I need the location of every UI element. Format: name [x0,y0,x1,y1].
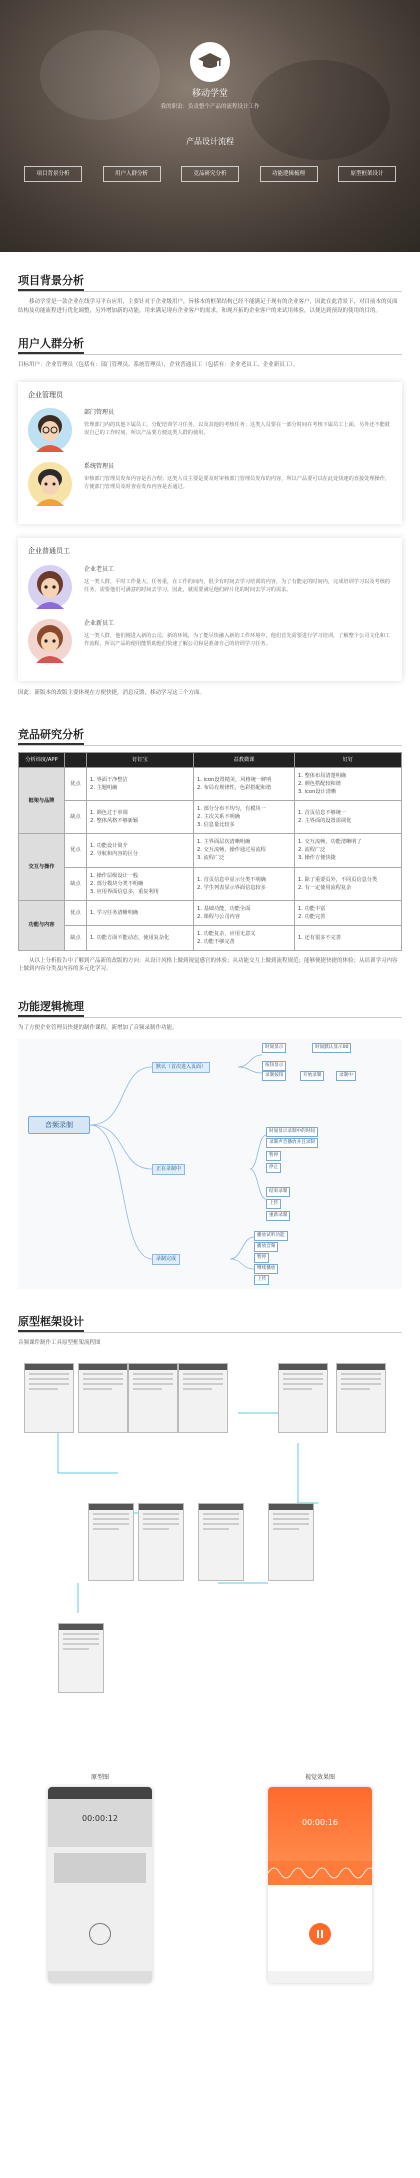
section-title: 用户人群分析 [18,335,402,355]
table-cell [295,801,402,834]
table-cell [193,867,294,900]
cell-line: 2. 颜色搭配较和谐 [298,781,341,788]
table-cell [193,801,294,834]
users-intro: 目标用户：企业管理员（包括有：部门管理员、系统管理员），企业普通员工（包括有：企业老员工、企业新员工）。 [18,362,299,369]
table-subcategory: 优点 [65,900,87,925]
cell-line: 1. 学习任务清晰明确 [90,909,139,916]
cell-line: 1. 整体布局清楚明确 [298,772,347,779]
wireframe-section [0,1313,420,2004]
person-name: 系统管理员 [84,463,115,471]
table-cell [193,834,294,867]
person-item [28,462,392,506]
competitors-section [0,726,420,974]
hero-title: 移动学堂 [191,89,228,99]
avatar [28,462,72,506]
cell-line: 1. 功能丰富 [298,905,326,912]
users-conclusion: 因此：新版本的改版主要体现在方便快捷，消息反馈，移动学习这三个方面。 [18,690,206,697]
cell-line: 3. 应用界面信息多，重复利用 [90,888,159,895]
wireframe-screen [278,1363,328,1433]
table-category: 交互与操作 [19,834,65,900]
cell-line: 2. 主界面的设置需调优 [298,818,352,825]
table-row [19,925,402,950]
visual-timer: 00:00:16 [268,1787,372,1861]
table-header [65,752,87,767]
cell-line: 2. 有一定使用流程复杂 [298,884,352,891]
hero-banner [0,0,420,252]
table-cell [295,900,402,925]
table-category: 功能与内容 [19,900,65,950]
cell-line: 2. 学生列表显示界面信息较多 [196,884,266,891]
nav-wireframe[interactable]: 原型框架设计 [338,166,396,182]
mind-leaf: 播放试听功能 [254,1231,288,1241]
table-cell [193,900,294,925]
wireframe-flow [18,1353,402,1753]
table-row [19,900,402,925]
table-row [19,834,402,867]
person-item [28,565,392,609]
cell-line: 1. 首页信息中显示分类不明确 [196,876,266,883]
mind-leaf: 播放音频 [254,1242,278,1252]
cell-line: 1. 交互流畅，功能清晰明了 [298,839,362,846]
mind-leaf: 录制声音播放并且录制 [266,1138,318,1148]
mind-leaf: 继续播放 [254,1264,278,1274]
table-cell [295,834,402,867]
wireframe-screen [336,1363,386,1433]
wireframe-screen [128,1363,178,1433]
proto-label: 原型图 [90,1774,109,1782]
card-title: 企业普通员工 [28,547,70,556]
section-title: 项目背景分析 [18,272,402,292]
wireframe-screen [178,1363,228,1433]
visual-phone [268,1787,372,1983]
mind-leaf: 开始录制 [300,1071,324,1081]
cell-line: 2. 功能不够完善 [196,938,235,945]
cell-line: 1. 首页信息不够统一 [298,810,347,817]
prototype-phone [48,1787,152,1983]
person-desc: 管理部门内的其他下属员工，分配培训学习任务，以及其他的考核任务；这类人员要在一部分时间在考核下属员工上面，另外还不能耽误自己的工作时间，所以产品要方便这类人群的使用。 [84,421,391,436]
cell-line: 1. 除了重要页外，不同页信息分类 [298,876,378,883]
mind-leaf: 录制中 [336,1071,356,1081]
table-cell [87,900,194,925]
table-subcategory: 优点 [65,767,87,800]
mind-branch: 录制完成 [152,1254,180,1265]
mind-leaf: 上传 [266,1199,281,1209]
cell-line: 2. 布局有规律性，色彩搭配和谐 [196,785,272,792]
cell-line: 3. 流程广泛 [196,855,225,862]
table-header: 钉钉 [295,752,402,767]
cell-line: 1. 还有很多不完善 [298,934,341,941]
table-subcategory: 缺点 [65,925,87,950]
cell-line: 1. 功能方面不能动态，使用复杂化 [90,934,170,941]
mind-branch: 默认（首次进入页面） [152,1062,210,1073]
cell-line: 1. 功能设计简介 [90,843,128,850]
cell-line: 3. 信息量比较多 [196,822,235,829]
cell-line: 2. 整体风格不够新颖 [90,818,139,825]
phone-previews [18,1773,402,2003]
table-cell [87,925,194,950]
employee-card [18,538,402,681]
nav-competitors[interactable]: 竞品研究分析 [181,166,239,182]
wireframe-screen [268,1503,314,1581]
mind-branch: 正在录制中 [152,1164,185,1175]
wireframe-screen [24,1363,74,1433]
cell-line: 2. 课程与公司内容 [196,913,240,920]
table-row [19,867,402,900]
section-title: 功能逻辑梳理 [18,998,402,1018]
section-title: 原型框架设计 [18,1313,402,1333]
wireframe-screen [198,1503,244,1581]
person-item [28,408,392,452]
wireframe-screen [78,1363,128,1433]
mind-leaf: 结束录制 [266,1187,290,1197]
cell-line: 1. 界面干净整洁 [90,776,128,783]
nav-users[interactable]: 用户人群分析 [103,166,161,182]
table-cell [87,834,194,867]
cell-line: 1. 功能复杂，应用无意义 [196,930,256,937]
table-category: 框架与品牌 [19,767,65,833]
cell-line: 2. 主次关系不明确 [196,814,240,821]
section-title: 竞品研究分析 [18,726,402,746]
mind-leaf: 暂停 [266,1151,281,1161]
cell-line: 1. 基础功能，功能全面 [196,905,251,912]
cell-line: 1. 颜色过于单调 [90,810,128,817]
mind-map [18,1039,402,1289]
logic-section [0,998,420,1289]
mind-leaf: 上传 [254,1275,269,1285]
table-cell [295,867,402,900]
flow-title: 产品设计流程 [186,137,234,146]
competitor-table [18,752,402,951]
mind-root: 音频录制 [28,1116,90,1134]
mind-leaf: 录制按钮 [262,1071,286,1081]
table-cell [87,867,194,900]
wireframe-screen [58,1623,104,1693]
mind-leaf: 重新录制 [266,1211,290,1221]
mind-leaf: 暂停 [254,1253,269,1263]
cell-line: 2. 交互流畅，操作通过易流程 [196,847,266,854]
graduation-cap-logo [190,42,230,82]
table-row [19,801,402,834]
avatar [28,565,72,609]
section-nav [24,166,396,182]
wireframe-screen [88,1503,134,1581]
cell-line: 3. icon设计清晰 [298,789,337,796]
person-desc: 这一类人群，平时工作量大，任务重，在工作的间内，很少有时间去学习培训的内容，为了有能定的时间内，完成培训学习以及考核的任务，需要他们可满意的时间去学习，因此，就需要满足他们碎片化的时间去学习的需求。 [84,578,391,593]
table-subcategory: 缺点 [65,867,87,900]
nav-logic[interactable]: 功能逻辑梳理 [260,166,318,182]
table-header: 益教微课 [193,752,294,767]
avatar [28,408,72,452]
nav-background[interactable]: 项目背景分析 [24,166,82,182]
table-cell [193,925,294,950]
person-name: 企业老员工 [84,566,115,574]
cell-line: 2. 主题明确 [90,785,118,792]
cell-line: 2. 流程广泛 [298,847,326,854]
person-desc: 这一类人群，他们刚进入新的公司，新的环境，为了能尽快融入新的工作环境中，他们首先需要进行学习培训，了解整个公司文化和工作流程，所以产品的使用能帮助他们快速了解公司和是准备自己的培训学习任务。 [84,632,391,647]
wireframe-screen [138,1503,184,1581]
avatar [28,619,72,663]
table-cell [193,767,294,800]
mind-leaf: 时间显示录制中的时间 [266,1127,318,1137]
waveform-icon [268,1861,372,1885]
table-header: 分析纬度/APP [19,752,65,767]
hero-subtitle: 我的职责：负责整个产品的流程设计工作 [160,104,260,110]
table-subcategory: 缺点 [65,801,87,834]
background-section [0,272,420,315]
person-name: 企业新员工 [84,620,115,628]
admin-card [18,382,402,525]
mind-leaf: 停止 [266,1163,281,1173]
table-cell [87,801,194,834]
pause-icon[interactable] [309,1923,331,1945]
cell-line: 2. 部分模块分类不明确 [90,880,144,887]
competitor-summary: 从以上分析报告中了解到产品新的改版的方向：从设计风格上做到视觉感官的体验；从功能交互上做到流程规范；能够便捷快捷的体验；从培训学习内容上做到内容分类及内容的多元化学习。 [18,957,398,973]
table-subcategory: 优点 [65,834,87,867]
table-cell [87,767,194,800]
cell-line: 2. 导航和内容的区分 [90,851,139,858]
cell-line: 1. 部分分布不均匀，有模块一 [196,806,266,813]
visual-label: 视觉效果图 [304,1774,335,1782]
table-cell [295,767,402,800]
record-button-icon[interactable] [89,1923,111,1945]
cell-line: 3. 操作方便快捷 [298,855,336,862]
mind-leaf: 时间显示 [262,1043,286,1053]
wireframe-intro: 音频课件制作工具原型框架流程图 [18,1339,101,1346]
card-title: 企业管理员 [28,390,63,399]
proto-timer: 00:00:12 [48,1799,152,1847]
person-item [28,619,392,663]
mind-leaf: 时间默认显示00 [312,1043,351,1053]
cell-line: 1. 主界面层次清晰明确 [196,839,251,846]
table-row [19,767,402,800]
background-text: 移动学堂是一款企业在线学习平台应用，主要针对于企业级用户，旨移本的框架结构已经不能满足于现有的企业客户，因此在此背景下，对目前本的页面结构及功能流程进行优化调整，另外增加新的功能，用来满足现有企业客户的需求，和现开拓的企业客户的来试用体验，以便达到预设的使用的目的。 [18,299,398,314]
cell-line: 1. 操作层级设计一般 [90,872,139,879]
cell-line: 1. icon设置精美，风格统一鲜明 [196,776,272,783]
person-name: 部门管理员 [84,409,115,417]
logic-intro: 为了方便企业管理员快捷的制作课程，新增加了音频录制作功能。 [18,1025,178,1032]
mind-leaf: 按钮显示 [262,1061,286,1071]
cell-line: 2. 功能完善 [298,913,326,920]
person-desc: 审核部门管理员发布内容是否合理；这类人员主要是要及时审核部门管理员发布的内容，所以产品要可以在此处快速的直接处理操作，方便部门管理员及时查看发布内容是否通过。 [84,475,391,490]
users-section [0,335,420,698]
table-header: 钉钉宝 [87,752,194,767]
table-cell [295,925,402,950]
